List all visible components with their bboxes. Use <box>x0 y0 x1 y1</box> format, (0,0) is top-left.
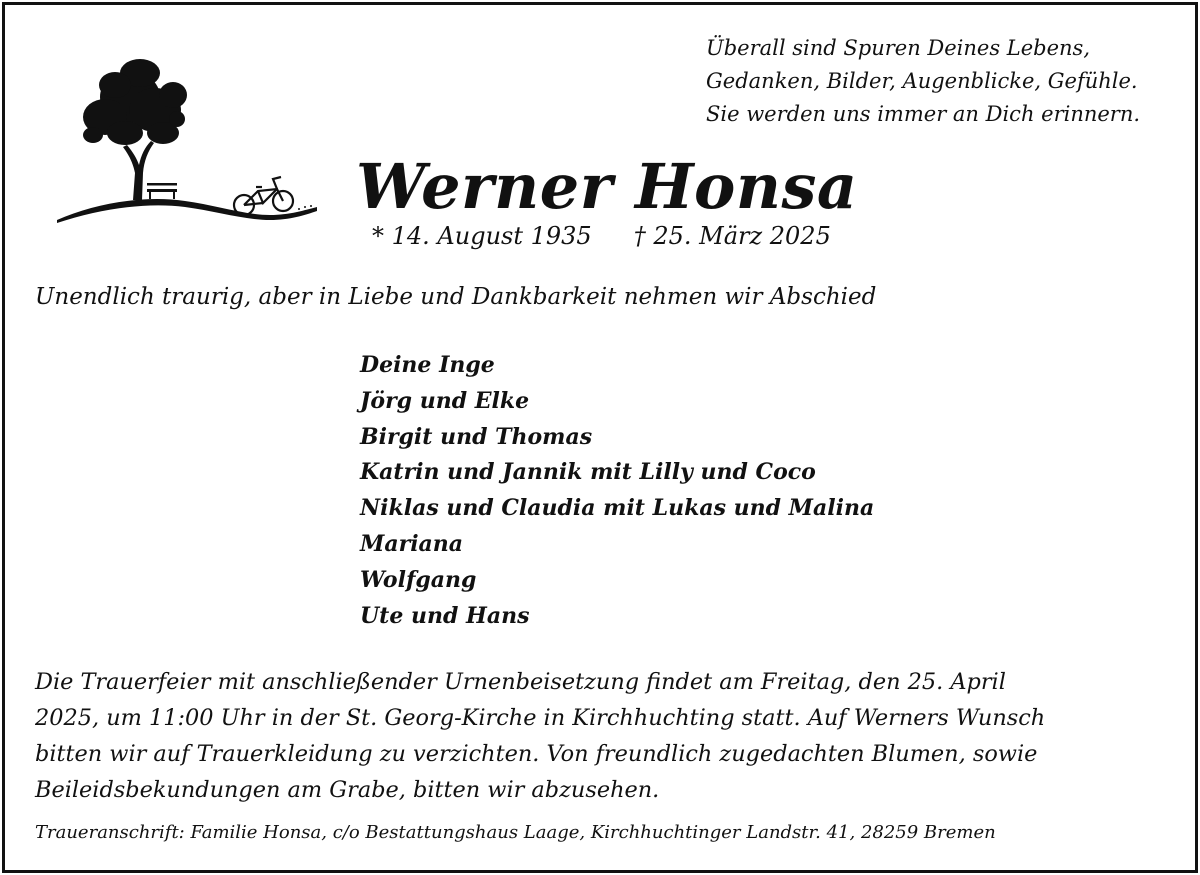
mourning-address: Traueranschrift: Familie Honsa, c/o Bestattungshaus Laage, Kirchhuchtinger Landstr. 41, 28259 Bremen <box>35 822 996 843</box>
mourner-entry: Mariana <box>360 530 464 557</box>
mourner-entry: Birgit und Thomas <box>360 423 593 450</box>
death-date: † 25. März 2025 <box>633 222 831 250</box>
farewell-line: Unendlich traurig, aber in Liebe und Dankbarkeit nehmen wir Abschied <box>35 284 877 310</box>
mourner-entry: Katrin und Jannik mit Lilly und Coco <box>360 459 816 486</box>
poem-line: Gedanken, Bilder, Augenblicke, Gefühle. <box>706 69 1138 93</box>
notice-line: Die Trauerfeier mit anschließender Urnenbeisetzung findet am Freitag, den 25. April <box>35 669 1006 695</box>
mourner-entry: Niklas und Claudia mit Lukas und Malina <box>360 495 875 522</box>
mourner-entry: Ute und Hans <box>360 602 530 629</box>
tree-bench-bicycle-icon <box>55 55 320 225</box>
notice-line: Beileidsbekundungen am Grabe, bitten wir abzusehen. <box>35 777 660 803</box>
notice-line: 2025, um 11:00 Uhr in der St. Georg-Kirche in Kirchhuchting statt. Auf Werners Wunsch <box>35 705 1046 731</box>
funeral-notice <box>35 664 1175 808</box>
poem-line: Überall sind Spuren Deines Lebens, <box>706 36 1090 60</box>
memorial-poem <box>706 32 1176 131</box>
deceased-name: Werner Honsa <box>356 150 858 223</box>
life-dates <box>372 220 831 252</box>
mourners-list <box>360 348 874 634</box>
mourner-entry: Jörg und Elke <box>360 387 530 414</box>
mourner-entry: Deine Inge <box>360 352 495 378</box>
notice-line: bitten wir auf Trauerkleidung zu verzichten. Von freundlich zugedachten Blumen, sowie <box>35 741 1038 767</box>
poem-line: Sie werden uns immer an Dich erinnern. <box>706 102 1141 126</box>
mourner-entry: Wolfgang <box>360 566 477 593</box>
birth-date: * 14. August 1935 <box>372 222 592 250</box>
